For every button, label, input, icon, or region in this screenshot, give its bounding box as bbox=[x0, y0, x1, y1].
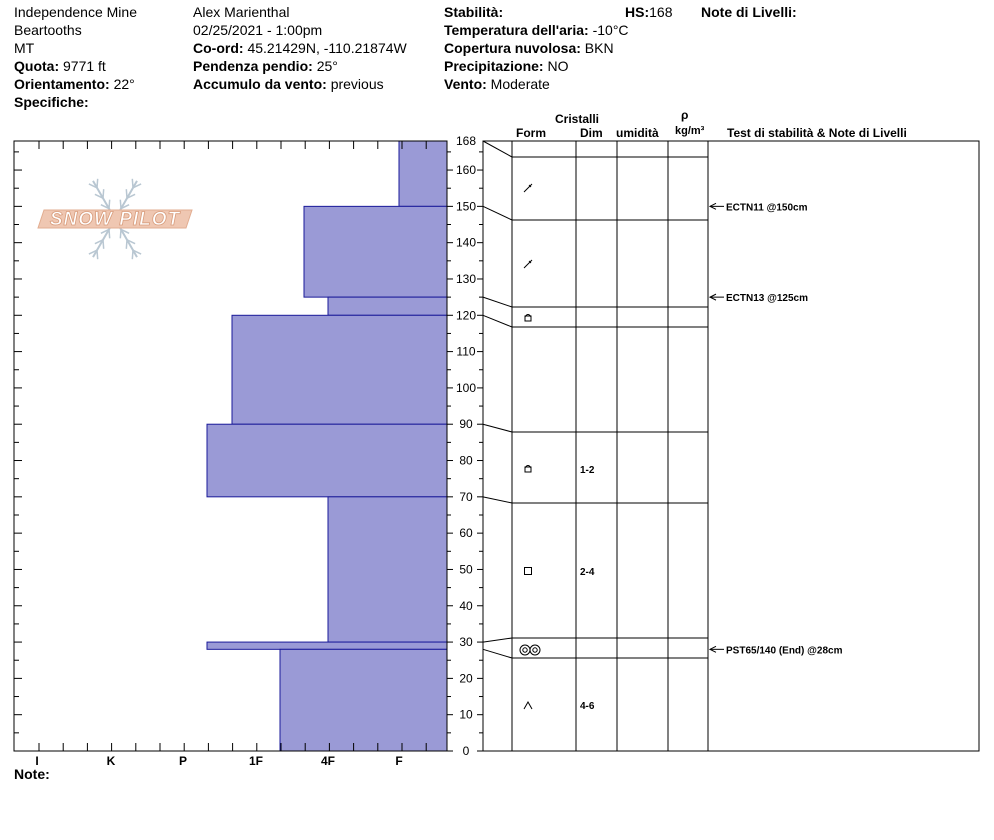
height-label: 60 bbox=[459, 526, 473, 541]
height-label: 168 bbox=[455, 134, 477, 148]
density-unit: kg/m³ bbox=[675, 125, 705, 137]
crystal-size: 4-6 bbox=[580, 701, 595, 712]
stability-label: Stabilità: bbox=[444, 4, 504, 20]
stability-test-label: PST65/140 (End) @28cm bbox=[726, 645, 843, 657]
snowflake-branch bbox=[103, 240, 104, 249]
height-label: 140 bbox=[455, 235, 477, 250]
size-header: Dim bbox=[580, 126, 603, 140]
hardness-bar bbox=[399, 141, 447, 206]
air-temp-value: -10°C bbox=[592, 22, 629, 38]
snowflake-branch bbox=[132, 250, 133, 259]
snowflake-branch bbox=[103, 189, 104, 198]
elevation-value: 9771 ft bbox=[63, 58, 106, 74]
wind-loading-label: Accumulo da vento: bbox=[193, 76, 327, 92]
hardness-bar bbox=[232, 315, 447, 424]
precip-value: NO bbox=[547, 58, 569, 74]
crystal-symbol-decomposing bbox=[524, 260, 532, 268]
location: Independence Mine bbox=[14, 4, 137, 20]
sky-label: Copertura nuvolosa: bbox=[444, 40, 581, 56]
hardness-bar bbox=[304, 206, 447, 297]
observer: Alex Marienthal bbox=[193, 4, 290, 20]
height-label: 40 bbox=[459, 598, 473, 613]
height-label: 150 bbox=[455, 199, 477, 214]
form-header: Form bbox=[516, 126, 546, 140]
crystal-size: 2-4 bbox=[580, 567, 595, 578]
height-label: 130 bbox=[455, 271, 477, 286]
height-label: 30 bbox=[459, 635, 473, 650]
crystals-header: Cristalli bbox=[555, 112, 600, 126]
layer-connector bbox=[483, 315, 512, 327]
range: Beartooths bbox=[14, 22, 82, 38]
height-label: 110 bbox=[456, 344, 476, 359]
snowflake-branch bbox=[126, 240, 127, 249]
layer-connector bbox=[483, 497, 512, 503]
hardness-label: K bbox=[106, 754, 116, 768]
crystal-symbol-faceted-rounded bbox=[525, 315, 531, 322]
layer-connector bbox=[483, 141, 512, 157]
coord-value: 45.21429N, -110.21874W bbox=[247, 40, 407, 56]
specifics-label: Specifiche: bbox=[14, 94, 89, 110]
moisture-header: umidità bbox=[616, 126, 659, 140]
crystal-size: 1-2 bbox=[580, 465, 595, 476]
height-label: 50 bbox=[459, 562, 473, 577]
hardness-bar bbox=[328, 497, 447, 642]
layer-notes-label: Note di Livelli: bbox=[701, 4, 797, 20]
layer-connector bbox=[483, 297, 512, 307]
height-label: 160 bbox=[455, 163, 477, 178]
stability-test-label: ECTN11 @150cm bbox=[726, 202, 808, 214]
crystal-symbol-faceted-rounded bbox=[525, 466, 531, 473]
snowflake-branch bbox=[109, 200, 110, 209]
height-label: 0 bbox=[462, 744, 470, 758]
stability-test-label: ECTN13 @125cm bbox=[726, 293, 809, 305]
snowflake-branch bbox=[109, 229, 110, 238]
coord-label: Co-ord: bbox=[193, 40, 244, 56]
crystal-symbol-decomposing bbox=[524, 184, 532, 192]
hardness-profile bbox=[207, 141, 447, 751]
hardness-label: F bbox=[395, 754, 403, 768]
precip-label: Precipitazione: bbox=[444, 58, 544, 74]
wind-label: Vento: bbox=[444, 76, 487, 92]
hardness-bar bbox=[328, 297, 447, 315]
aspect-value: 22° bbox=[113, 76, 135, 92]
hardness-bar bbox=[280, 649, 447, 751]
crystal-symbol-melt-freeze bbox=[520, 645, 540, 655]
hs-label: HS: bbox=[625, 4, 650, 20]
datetime: 02/25/2021 - 1:00pm bbox=[193, 22, 323, 38]
snowflake-branch bbox=[120, 200, 121, 209]
hardness-label: P bbox=[178, 754, 188, 768]
height-label: 10 bbox=[459, 707, 473, 722]
crystal-symbol-depth-hoar bbox=[524, 702, 532, 709]
layer-connector bbox=[483, 638, 512, 642]
height-label: 70 bbox=[459, 489, 473, 504]
height-label: 90 bbox=[459, 417, 473, 432]
layer-connector bbox=[483, 206, 512, 220]
height-label: 120 bbox=[455, 308, 477, 323]
wind-value: Moderate bbox=[490, 76, 550, 92]
state: MT bbox=[14, 40, 35, 56]
height-label: 80 bbox=[459, 453, 473, 468]
snowflake-branch bbox=[132, 179, 133, 188]
snowpilot-logo bbox=[38, 179, 192, 259]
layer-connector bbox=[483, 424, 512, 432]
snowflake-branch bbox=[97, 179, 98, 188]
layer-connector bbox=[483, 649, 512, 658]
tests-header: Test di stabilità & Note di Livelli bbox=[727, 126, 907, 140]
hs-value: 168 bbox=[649, 4, 673, 20]
hardness-bar bbox=[207, 642, 447, 649]
hardness-label: 4F bbox=[320, 754, 336, 768]
snowflake-branch bbox=[120, 229, 121, 238]
height-label: 100 bbox=[455, 380, 477, 395]
hardness-label: 1F bbox=[248, 754, 264, 768]
hardness-bar bbox=[207, 424, 447, 497]
height-label: 20 bbox=[459, 671, 473, 686]
aspect-label: Orientamento: bbox=[14, 76, 110, 92]
wind-loading-value: previous bbox=[330, 76, 384, 92]
air-temp-label: Temperatura dell'aria: bbox=[444, 22, 589, 38]
logo-text: SNOW PILOT bbox=[49, 209, 181, 230]
hardness-label: I bbox=[35, 754, 39, 768]
notes-label: Note: bbox=[14, 766, 50, 782]
sky-value: BKN bbox=[584, 40, 614, 56]
elevation-label: Quota: bbox=[14, 58, 60, 74]
crystal-symbol-faceted bbox=[525, 568, 532, 575]
layer-table-frame bbox=[483, 141, 979, 751]
slope-value: 25° bbox=[316, 58, 338, 74]
layer-table bbox=[483, 141, 979, 751]
density-symbol: ρ bbox=[681, 108, 689, 122]
slope-label: Pendenza pendio: bbox=[193, 58, 313, 74]
snowflake-branch bbox=[126, 189, 127, 198]
snowflake-branch bbox=[97, 250, 98, 259]
